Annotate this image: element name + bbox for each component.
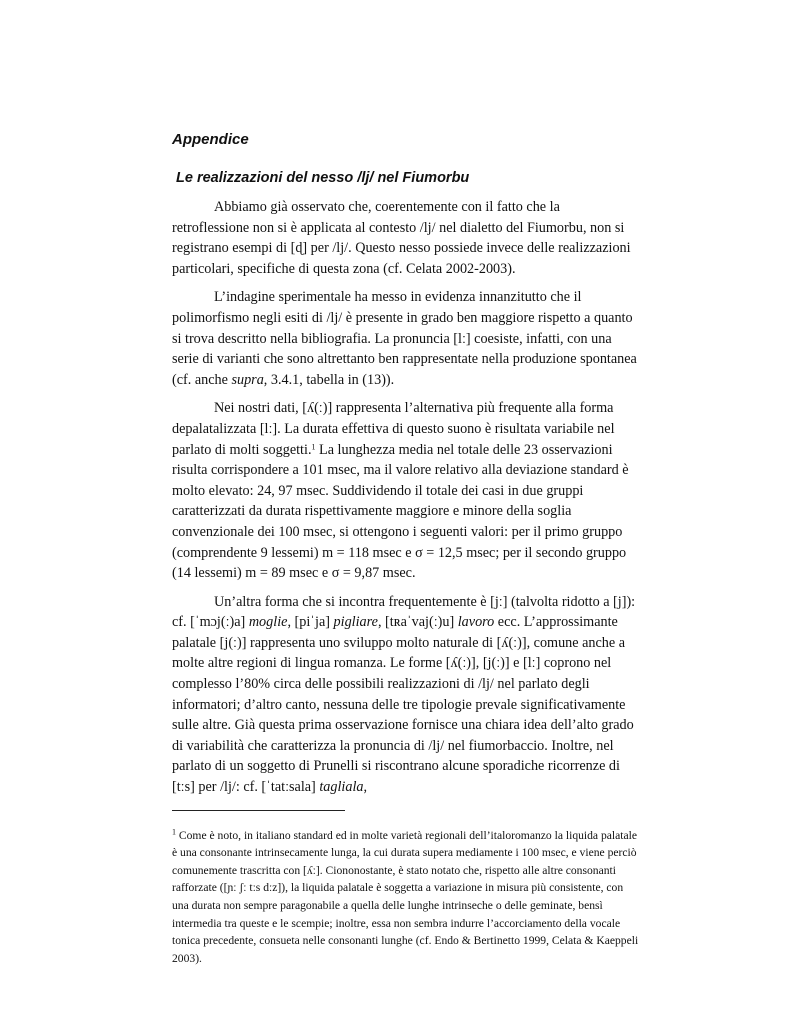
paragraph-2-italic: supra bbox=[231, 371, 264, 388]
subsection-heading: Le realizzazioni del nesso /lj/ nel Fiumorbu bbox=[176, 170, 470, 186]
paragraph-2-text-b: , 3.4.1, tabella in (13)). bbox=[263, 371, 395, 388]
footnote bbox=[172, 827, 640, 968]
paragraph-2-text-a: L’indagine sperimentale ha messo in evidenza innanzitutto che il polimorfismo negli esiti di /lj/ è presente in grado ben maggiore rispetto a quanto si trova descritto nella bibliografia. La pronuncia [lː] coesiste, infatti, con una serie di varianti che sono altrettanto ben rappresentate nella produzione spontanea (cf. anche bbox=[172, 289, 637, 388]
footnote-marker: 1 bbox=[172, 827, 176, 837]
example-gloss-lavoro: lavoro bbox=[457, 614, 495, 631]
footnote-reference[interactable]: 1 bbox=[311, 442, 316, 452]
paragraph-4-text-b: , [piˈja] bbox=[287, 614, 334, 631]
example-gloss-moglie: moglie bbox=[248, 614, 288, 631]
paragraph-4 bbox=[172, 592, 640, 798]
footnote-text: Come è noto, in italiano standard ed in molte varietà regionali dell’italoromanzo la liquida palatale è una consonante intrinsecamente lunga, la cui durata supera mediamente i 100 msec, e viene perciò comunemente trascritta con [ʎː]. Ciononostante, è stato notato che, rispetto alle altre consonanti rafforzate ([ɲː ʃː tːs dːz]), la liquida palatale è soggetta a variazione in misura più consistente, con una durata non sempre paragonabile a quella delle lunghe intrinseche o delle geminate, bensì intermedia tra queste e le scempie; inoltre, essa non sembra indurre l’accorciamento della vocale tonica precedente, consueta nelle consonanti lunghe (cf. Endo & Bertinetto 1999, Celata & Kaeppeli 2003). bbox=[172, 828, 639, 965]
paragraph-4-text-c: , [tʀaˈvaj(ː)u] bbox=[377, 614, 458, 631]
page-content bbox=[172, 131, 640, 967]
paragraph-4-text-d: ecc. L’approssimante palatale [j(ː)] rappresenta uno sviluppo molto naturale di [ʎ(ː)], comune anche a molte altre regioni di lingua romanza. Le forme [ʎ(ː)], [j(ː)] e [lː] coprono nel complesso l’80% circa delle possibili realizzazioni di /lj/ nel parlato degli informatori; d’altro canto, nessuna delle tre tipologie prevale significativamente sulle altre. Già questa prima osservazione fornisce una chiara idea dell’alto grado di variabilità che caratterizza la pronuncia di /lj/ nel fiumorbaccio. Inoltre, nel parlato di un soggetto di Prunelli si riscontrano alcune sporadiche ricorrenze di [tːs] per /lj/: cf. [ˈtatːsala] bbox=[172, 614, 634, 796]
paragraph-4-text-a: Un’altra forma che si incontra frequentemente è [jː] (talvolta ridotto a [j]): cf. [ˈmɔj(ː)a] bbox=[172, 593, 636, 631]
example-gloss-tagliala: tagliala bbox=[319, 779, 364, 796]
paragraph-2 bbox=[172, 287, 640, 390]
footnote-divider bbox=[172, 810, 345, 811]
example-gloss-pigliare: pigliare bbox=[333, 614, 378, 631]
paragraph-3-text-b: La lunghezza media nel totale delle 23 osservazioni risulta corrispondere a 101 msec, ma il valore relativo alla deviazione standard è molto elevato: 24, 97 msec. Suddividendo il totale dei casi in due gruppi caratterizzati da durata rispettivamente maggiore e minore della soglia convenzionale dei 100 msec, si ottengono i seguenti valori: per il primo gruppo (comprendente 9 lessemi) m = 118 msec e σ = 12,5 msec; per il secondo gruppo (14 lessemi) m = 89 msec e σ = 9,87 msec. bbox=[172, 441, 629, 582]
paragraph-1-text: Abbiamo già osservato che, coerentemente con il fatto che la retroflessione non si è applicata al contesto /lj/ nel dialetto del Fiumorbu, non si registrano esempi di [ɖ] per /lj/. Questo nesso possiede invece delle realizzazioni particolari, specifiche di questa zona (cf. Celata 2002-2003). bbox=[172, 199, 631, 277]
paragraph-3-text-a: Nei nostri dati, [ʎ(ː)] rappresenta l’alternativa più frequente alla forma depalatalizzata [lː]. La durata effettiva di questo suono è risultata variabile nel parlato di molti soggetti. bbox=[172, 400, 615, 458]
paragraph-4-text-e: , bbox=[363, 779, 368, 796]
paragraph-1 bbox=[172, 197, 640, 279]
paragraph-3 bbox=[172, 398, 640, 583]
section-heading: Appendice bbox=[172, 131, 249, 148]
